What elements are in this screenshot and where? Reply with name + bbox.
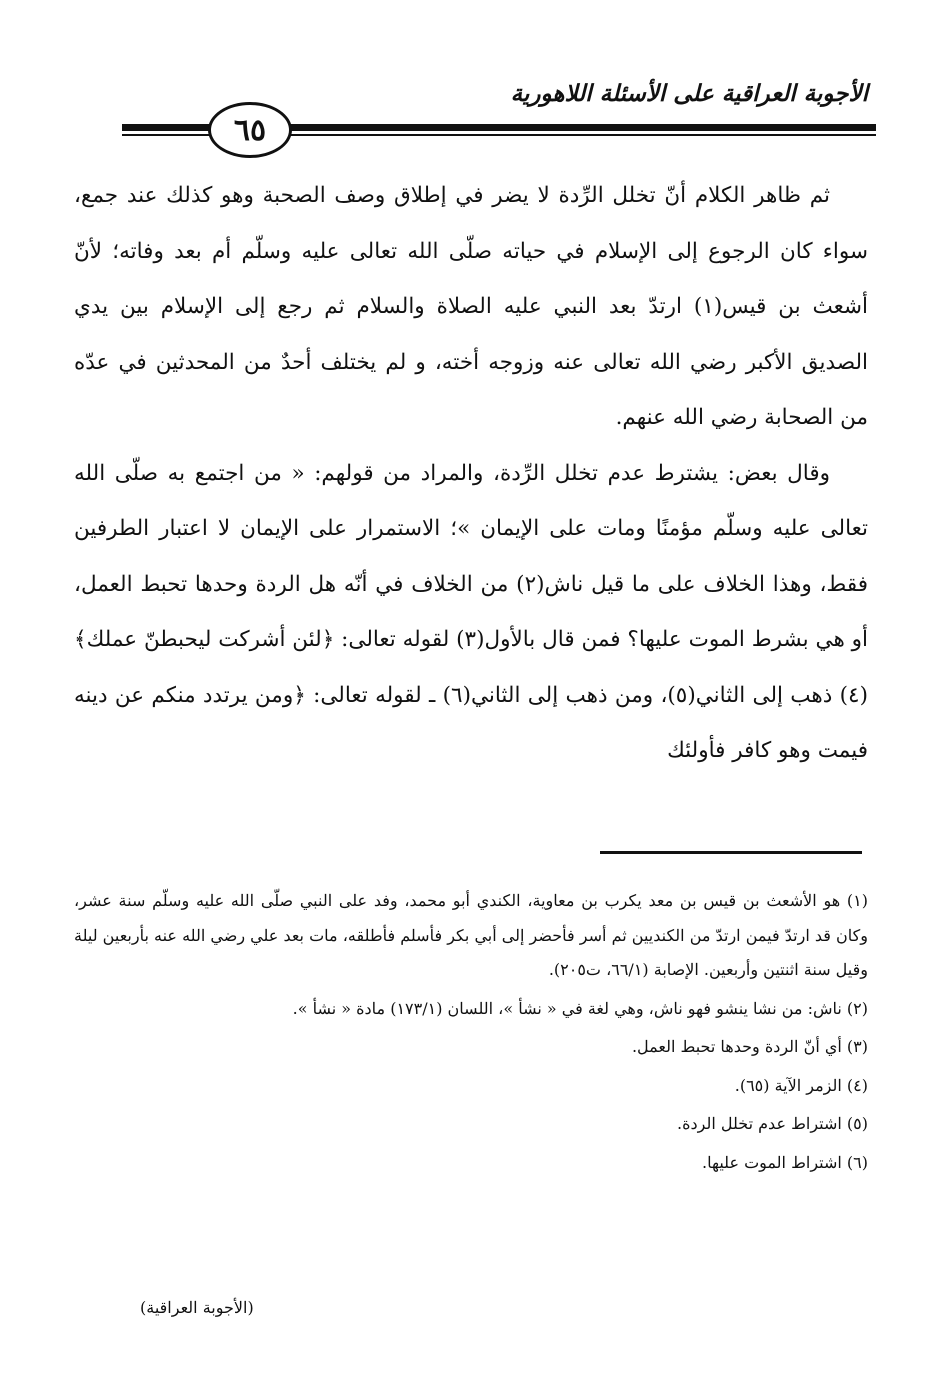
footnote-4: (٤) الزمر الآية (٦٥). [734, 1075, 868, 1095]
footnote-3: (٣) أي أنّ الردة وحدها تحبط العمل. [631, 1037, 868, 1056]
footnote-5: (٥) اشتراط عدم تخلل الردة. [677, 1114, 868, 1133]
footnote-2: (٢) ناش: من نشا ينشو فهو ناش، وهي لغة في « نشأ »، اللسان (١٧٣/١) مادة « نشأ ». [292, 998, 868, 1018]
footnote-1: (١) هو الأشعث بن قيس بن معد يكرب بن معاوية، الكندي أبو محمد، وفد على النبي صلّى الله عليه وسلّم سنة عشر، وكان قد ارتدّ فيمن ارتدّ من الكنديين ثم أسر فأحضر إلى أبي بكر فأسلم فأطلقه، مات بعد علي رضي الله عنه بأربعين ليلة وقيل سنة اثنتين وأربعين. الإصابة (٦٦/١، ت٢٠٥). [74, 891, 869, 979]
footnotes [74, 884, 868, 1184]
paragraph-2: وقال بعض: يشترط عدم تخلل الرِّدة، والمراد من قولهم: « من اجتمع به صلّى الله تعالى عليه وسلّم مؤمنًا ومات على الإيمان »؛ الاستمرار على الإيمان لا اعتبار الطرفين فقط، وهذا الخلاف على ما قيل ناش(٢) من الخلاف في أنّه هل الردة وحدها تحبط العمل، أو هي بشرط الموت عليها؟ فمن قال بالأول(٣) لقوله تعالى: ﴿لئن أشركت ليحبطنّ عملك﴾(٤) ذهب إلى الثاني(٥)، ومن ذهب إلى الثاني(٦) ـ لقوله تعالى: ﴿ومن يرتدد منكم عن دينه فيمت وهو كافر فأولئك [74, 460, 869, 763]
paragraph-1: ثم ظاهر الكلام أنّ تخلل الرِّدة لا يضر في إطلاق وصف الصحبة وهو كذلك عند جمع، سواء كان الرجوع إلى الإسلام في حياته صلّى الله تعالى عليه وسلّم أم بعد وفاته؛ لأنّ أشعث بن قيس(١) ارتدّ بعد النبي عليه الصلاة والسلام ثم رجع إلى الإسلام بين يدي الصديق الأكبر رضي الله تعالى عنه وزوجه أخته، و لم يختلف أحدٌ من المحدثين في عدّه من الصحابة رضي الله عنهم. [74, 183, 868, 430]
page-number: ٦٥ [208, 102, 292, 158]
footnote-separator [600, 851, 862, 854]
running-title: الأجوبة العراقية على الأسئلة اللاهورية [510, 80, 868, 107]
body-text [74, 168, 868, 779]
book-label: (الأجوبة العراقية) [140, 1298, 254, 1317]
footnote-6: (٦) اشتراط الموت عليها. [702, 1152, 868, 1172]
